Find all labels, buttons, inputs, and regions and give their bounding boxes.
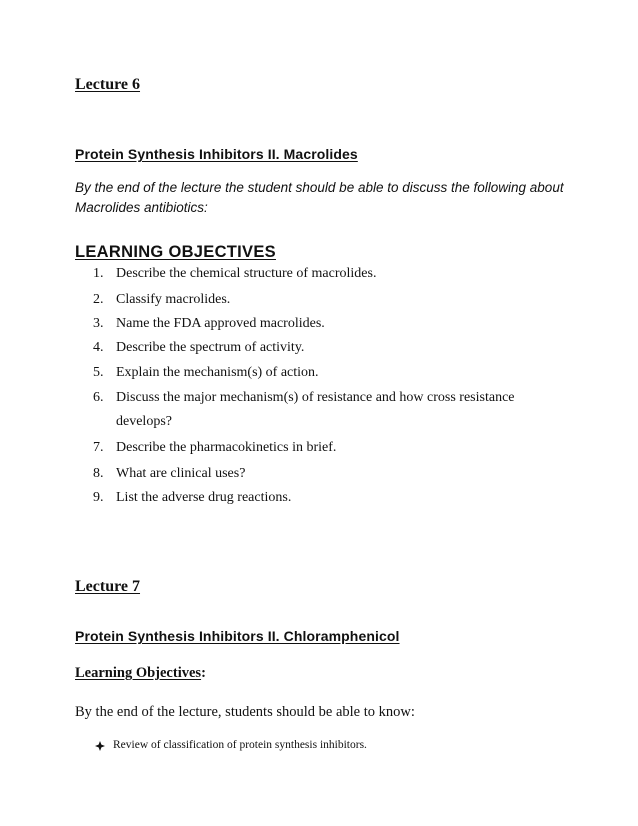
objective-text: Classify macrolides. xyxy=(116,292,231,307)
bullet-text: Review of classification of protein synthesis inhibitors. xyxy=(113,739,367,751)
objective-text: What are clinical uses? xyxy=(116,466,246,481)
objective-number: 8. xyxy=(93,466,104,481)
lecture-7-heading: Lecture 7 xyxy=(75,578,141,595)
diamond-bullet-icon xyxy=(95,741,105,751)
lecture-7-topic-heading: Protein Synthesis Inhibitors II. Chloramphenicol xyxy=(75,628,400,644)
objective-number: 3. xyxy=(93,316,104,331)
objective-text: Discuss the major mechanism(s) of resistance and how cross resistance xyxy=(116,390,515,405)
objective-number: 5. xyxy=(93,365,104,380)
objective-number: 2. xyxy=(93,292,104,307)
objective-text: List the adverse drug reactions. xyxy=(116,490,292,505)
objectives-label-colon: : xyxy=(201,665,206,681)
objective-text: Explain the mechanism(s) of action. xyxy=(116,365,319,380)
objective-text-continuation: develops? xyxy=(116,414,172,429)
objective-text: Describe the spectrum of activity. xyxy=(116,340,305,355)
objective-text: Describe the pharmacokinetics in brief. xyxy=(116,440,337,455)
objective-number: 1. xyxy=(93,266,104,281)
bullet-item xyxy=(95,739,535,755)
objective-number: 9. xyxy=(93,490,104,505)
objectives-label-text: Learning Objectives xyxy=(75,665,202,681)
objective-text: Describe the chemical structure of macrolides. xyxy=(116,266,377,281)
objective-number: 6. xyxy=(93,390,104,405)
objective-text: Name the FDA approved macrolides. xyxy=(116,316,325,331)
lecture-7-intro-text: By the end of the lecture, students should be able to know: xyxy=(75,704,415,720)
lecture-6-intro-text: By the end of the lecture the student should be able to discuss the following about Macrolides antibiotics: xyxy=(75,180,564,215)
learning-objectives-heading: LEARNING OBJECTIVES xyxy=(75,243,276,261)
lecture-6-topic-heading: Protein Synthesis Inhibitors II. Macrolides xyxy=(75,146,358,162)
lecture-6-heading: Lecture 6 xyxy=(75,76,141,93)
lecture-7-objectives-label xyxy=(75,665,206,682)
objective-number: 7. xyxy=(93,440,104,455)
objective-number: 4. xyxy=(93,340,104,355)
